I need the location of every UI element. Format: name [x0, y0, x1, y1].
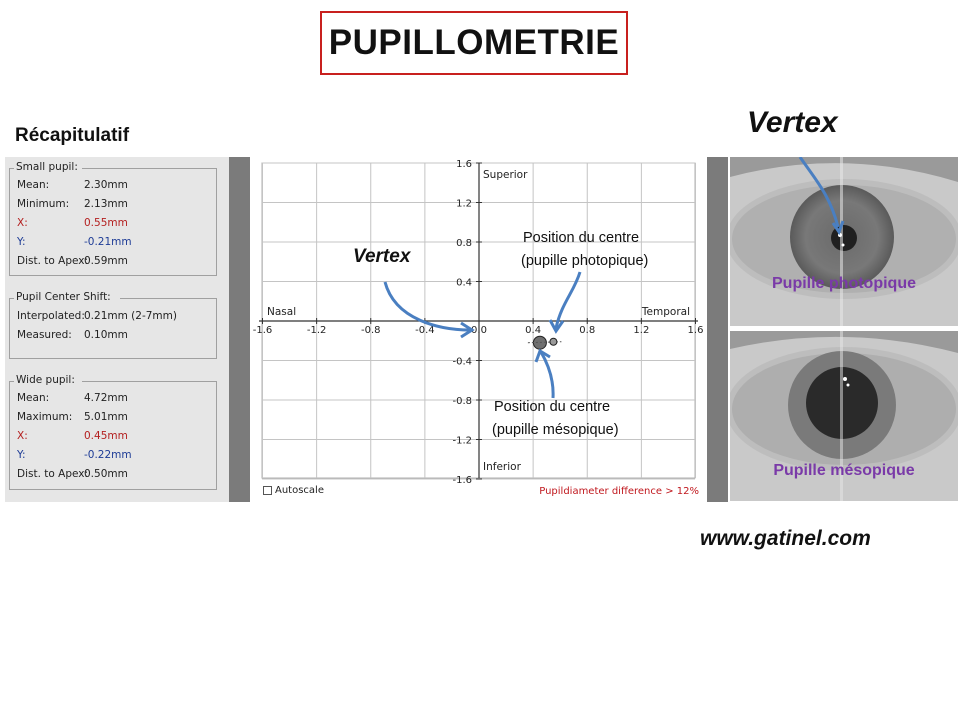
x-tick-label: -0.4 — [415, 325, 435, 336]
autoscale-label: Autoscale — [275, 485, 324, 496]
small-x-row: X: 0.55mm — [17, 217, 128, 229]
x-tick-label: 1.2 — [633, 325, 650, 336]
page-title: PUPILLOMETRIE — [320, 11, 628, 75]
interpolated-row: Interpolated: 0.21mm (2-7mm) — [17, 310, 177, 322]
vertex-annotation: Vertex — [353, 246, 411, 267]
measured-row: Measured: 0.10mm — [17, 329, 128, 341]
mesopic-annotation-line1: Position du centre — [494, 399, 611, 415]
wide-x-row: X: 0.45mm — [17, 430, 128, 442]
y-tick-label: -1.6 — [452, 475, 472, 486]
x-tick-label: -1.2 — [306, 325, 327, 336]
x-tick-label: 1.6 — [687, 325, 704, 336]
small-minimum-row: Minimum: 2.13mm — [17, 198, 128, 210]
mesopic-caption: Pupille mésopique — [773, 462, 915, 479]
y-tick-label: 0.4 — [456, 277, 472, 289]
temporal-label: Temporal — [641, 306, 690, 318]
section-heading: Récapitulatif — [15, 125, 130, 146]
small-mean-row: Mean: 2.30mm — [17, 179, 128, 191]
vertex-heading: Vertex — [747, 106, 838, 139]
wide-mean-row: Mean: 4.72mm — [17, 392, 128, 404]
wide-y-row: Y: -0.22mm — [17, 449, 132, 461]
wide-pupil-title: Wide pupil: — [16, 374, 75, 386]
y-tick-label: 1.6 — [456, 159, 472, 170]
x-tick-label: -0.8 — [360, 325, 381, 336]
center-shift-title: Pupil Center Shift: — [16, 291, 111, 303]
superior-label: Superior — [483, 169, 528, 181]
nasal-label: Nasal — [267, 306, 297, 318]
small-y-row: Y: -0.21mm — [17, 236, 132, 248]
small-pupil-title: Small pupil: — [16, 161, 78, 173]
diameter-diff-warning: Pupildiameter difference > 12% — [539, 486, 699, 497]
inferior-label: Inferior — [483, 461, 521, 473]
x-tick-label: 0.8 — [579, 325, 596, 336]
wide-dist-row: Dist. to Apex: 0.50mm — [17, 468, 128, 480]
photopic-caption: Pupille photopique — [772, 275, 916, 292]
y-tick-label: -1.2 — [452, 435, 472, 447]
y-tick-label: -0.8 — [452, 396, 472, 407]
x-tick-label: -1.6 — [252, 325, 273, 336]
photopic-annotation-line1: Position du centre — [523, 230, 640, 246]
small-dist-row: Dist. to Apex: 0.59mm — [17, 255, 128, 267]
x-tick-label: 0.4 — [525, 325, 542, 336]
vertex-arrow — [385, 282, 470, 330]
photopic-annotation-line2: (pupille photopique) — [521, 253, 649, 269]
y-tick-label: 1.2 — [456, 198, 472, 210]
y-tick-label: 0.8 — [456, 238, 472, 249]
x-tick-label: 0.0 — [471, 325, 487, 336]
mesopic-arrow — [541, 352, 553, 398]
y-tick-label: -0.4 — [452, 356, 472, 368]
photopic-arrow — [556, 272, 580, 328]
wide-maximum-row: Maximum: 5.01mm — [17, 411, 128, 423]
mesopic-annotation-line2: (pupille mésopique) — [492, 422, 619, 438]
website-link[interactable]: www.gatinel.com — [700, 527, 871, 550]
